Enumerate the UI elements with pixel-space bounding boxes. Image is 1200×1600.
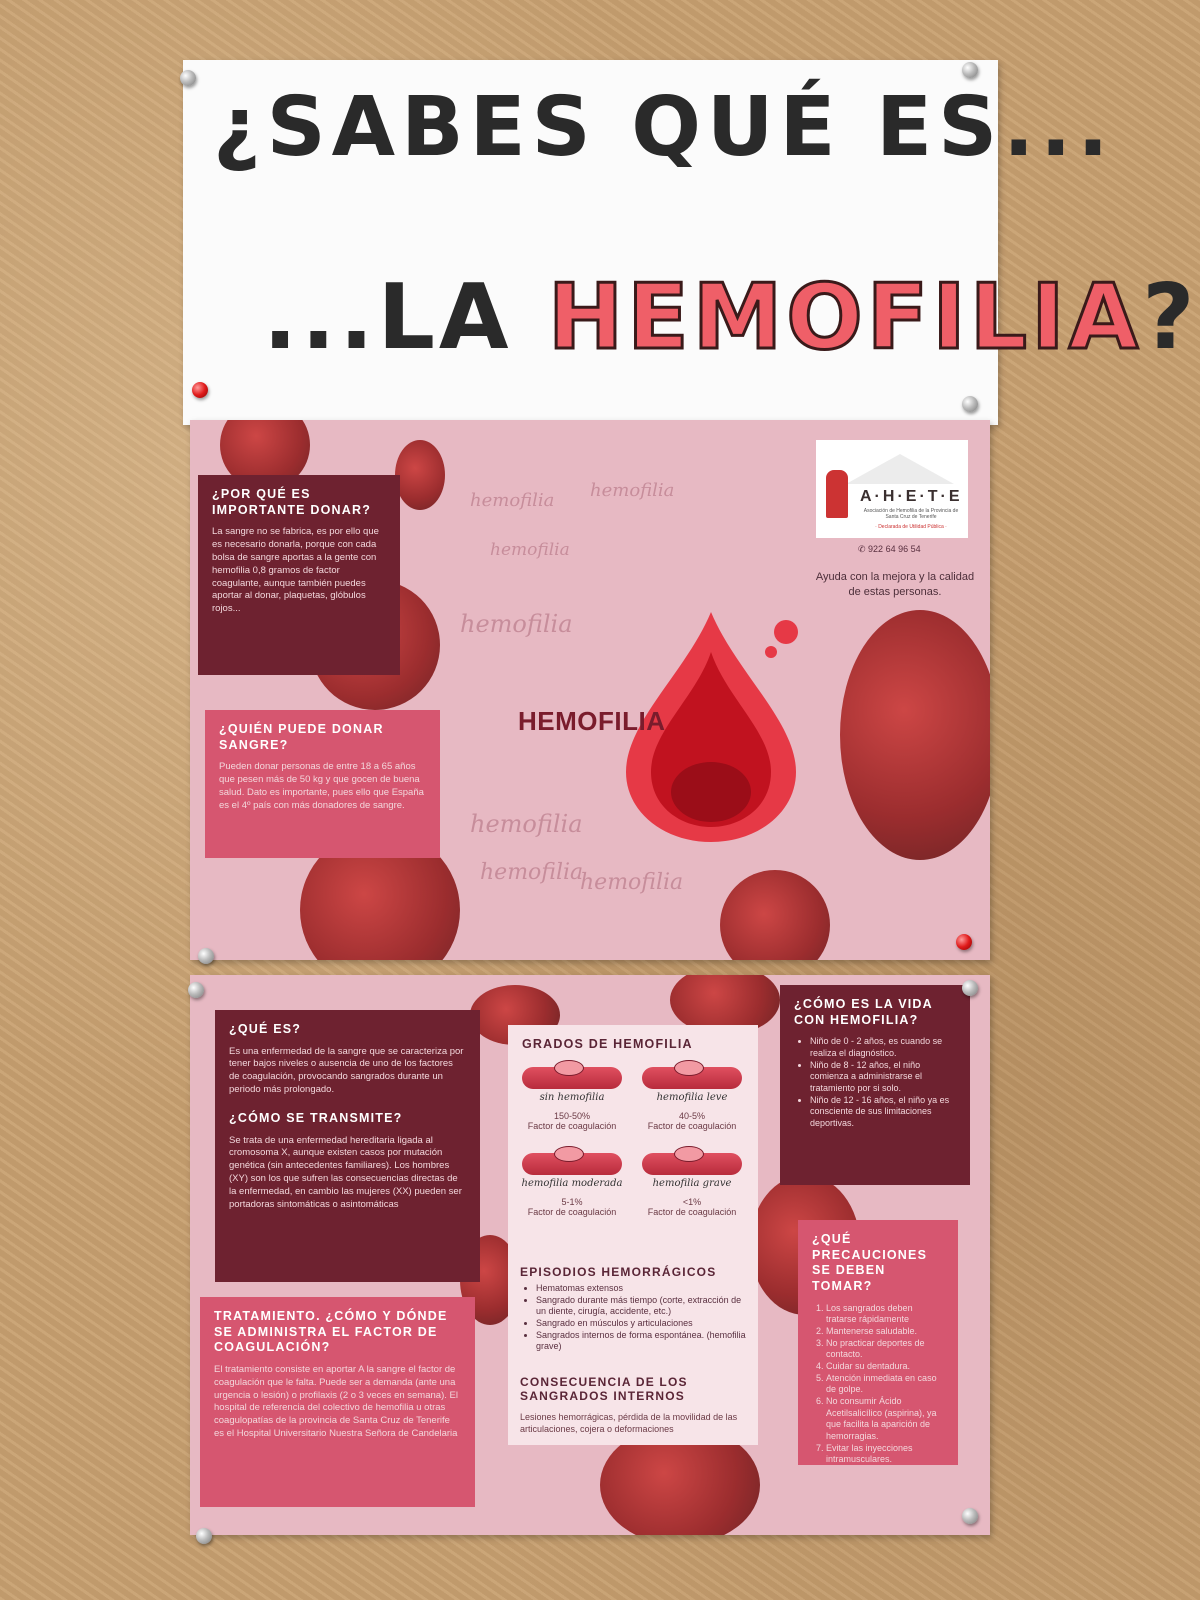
blood-vessel-icon [642,1067,742,1089]
pushpin-icon [962,980,978,996]
list-item: • Sangrados internos de forma espontánea. (hemofilia grave) [536,1330,748,1353]
logo-roof-icon [846,454,954,484]
hemofilia-scribble: hemofilia [470,490,555,511]
hemofilia-scribble: hemofilia [490,540,570,560]
list-item: 7. Evitar las inyecciones intramusculares. [826,1443,944,1466]
hemofilia-scribble: hemofilia [480,860,584,885]
grades-heading: GRADOS DE HEMOFILIA [522,1037,693,1051]
blood-cell-image [395,440,445,510]
blood-vessel-icon [522,1153,622,1175]
pushpin-icon [962,396,978,412]
list-item: • Sangrado en músculos y articulaciones [536,1318,748,1330]
hemofilia-scribble: hemofilia [580,870,684,895]
life-list [794,1036,956,1130]
help-text: Ayuda con la mejora y la calidad de estas personas. [815,571,975,599]
hemofilia-scribble: hemofilia [460,610,573,638]
phone-text: 922 64 96 54 [868,544,921,554]
list-item: • Hematomas extensos [536,1283,748,1295]
treatment-heading: TRATAMIENTO. ¿CÓMO Y DÓNDE SE ADMINISTRA EL FACTOR DE COAGULACIÓN? [214,1309,448,1355]
pushpin-icon [956,934,972,950]
why-donate-box [198,475,400,675]
title-line-1: ¿SABES QUÉ ES... [213,80,1115,175]
grade-item [516,1153,628,1217]
who-can-donate-heading: ¿QUIÉN PUEDE DONAR SANGRE? [219,722,384,752]
grade-label: Factor de coagulación [527,1207,617,1217]
episodes-list [520,1283,748,1353]
grade-percent: 5-1% [561,1197,583,1207]
pushpin-icon [196,1528,212,1544]
life-heading: ¿CÓMO ES LA VIDA CON HEMOFILIA? [794,997,933,1027]
list-item: • Niño de 0 - 2 años, es cuando se realiza el diagnóstico. [810,1036,956,1059]
consequences-heading: CONSECUENCIA DE LOS SANGRADOS INTERNOS [520,1375,688,1404]
what-is-box [215,1010,480,1282]
consequences-body: Lesiones hemorrágicas, pérdida de la movilidad de las articulaciones, cojera o deformaciones [520,1412,738,1435]
title-sign [183,60,1199,425]
why-donate-body: La sangre no se fabrica, es por ello que es necesario donarla, porque con cada bolsa de sangre aportas a la gente con hemofilia 0,8 gramos de factor coagulante, aunque también puedes aportar al donar, plaquetas, glóbulos rojos... [212,526,379,615]
title-hemofilia-word: HEMOFILIA [547,265,1143,370]
list-item: 4. Cuidar su dentadura. [826,1361,944,1373]
transmission-body: Se trata de una enfermedad hereditaria ligada al cromosoma X, aunque existen casos por mutación genética (sin antecedentes familiares). Los hombres (XY) son los que sufren las consecuencias directas de la enfermedad, en cambio las mujeres (XX) pueden ser portadoras sintomáticas o asintomáticas [229,1134,462,1210]
phone-icon: ✆ [858,544,869,554]
pushpin-icon [192,382,208,398]
title-question-mark: ? [1142,265,1199,370]
treatment-body: El tratamiento consiste en aportar A la sangre el factor de coagulación que le falta. Puede ser a demanda (ante una urgencia o lesión) o profilaxis (2 o 3 veces en semana). El hospital de referencia del colectivo de hemofilia u otras coagulopatías de la provincia de Santa Cruz de Tenerife es el Hospital Universitario Nuestra Señora de Candelaria [214,1363,458,1439]
list-item: 5. Atención inmediata en caso de golpe. [826,1373,944,1396]
blood-vessel-icon [522,1067,622,1089]
grade-hand-label: hemofilia moderada [521,1178,623,1189]
grade-hand-label: hemofilia leve [656,1092,728,1103]
who-can-donate-box [205,710,440,858]
grade-item [516,1067,628,1131]
phone-number [858,544,921,555]
who-can-donate-body: Pueden donar personas de entre 18 a 65 años que pesen más de 50 kg y que gocen de buena salud. Dato es importante, pues ello que España es el 4º país con más donadores de sangre. [219,761,424,811]
list-item: 3. No practicar deportes de contacto. [826,1338,944,1361]
ahete-logo [816,440,968,538]
hemofilia-scribble: hemofilia [590,480,675,501]
grade-hand-label: hemofilia grave [652,1178,732,1189]
precautions-box [798,1220,958,1465]
transmission-heading: ¿CÓMO SE TRANSMITE? [229,1110,403,1125]
episodes-section [520,1253,748,1435]
pushpin-icon [188,982,204,998]
pushpin-icon [198,948,214,964]
title-line-2 [263,265,1198,370]
grade-item [636,1067,748,1131]
title-line-2-prefix: ...LA [263,265,548,370]
center-hemofilia-title: HEMOFILIA [518,706,666,736]
logo-name: A·H·E·T·E [860,488,963,505]
what-is-heading: ¿QUÉ ES? [229,1022,302,1036]
grade-label: Factor de coagulación [527,1121,617,1131]
list-item: • Sangrado durante más tiempo (corte, extracción de un diente, cirugía, accidente, etc.) [536,1295,748,1318]
logo-tag: · Declarada de Utilidad Pública · [875,524,947,530]
pushpin-icon [962,1508,978,1524]
precautions-heading: ¿QUÉ PRECAUCIONES SE DEBEN TOMAR? [812,1232,928,1293]
brochure-inside [190,975,990,1535]
list-item: • Niño de 12 - 16 años, el niño ya es consciente de sus limitaciones deportivas. [810,1095,956,1130]
precautions-list [812,1303,944,1467]
what-is-body: Es una enfermedad de la sangre que se caracteriza por tener bajos niveles o ausencia de uno de los factores de coagulación, provocando sangrados durante un periodo más prolongado. [229,1045,464,1096]
list-item: • Niño de 8 - 12 años, el niño comienza a administrarse el tratamiento por si solo. [810,1060,956,1095]
logo-subtitle: Asociación de Hemofilia de la Provincia de Santa Cruz de Tenerife [863,508,959,520]
list-item: 1. Los sangrados deben tratarse rápidamente [826,1303,944,1326]
blood-vessel-icon [642,1153,742,1175]
logo-figure-icon [826,470,848,518]
grade-percent: 150-50% [553,1111,591,1121]
hemofilia-scribble: hemofilia [470,810,583,838]
blood-cell-image [720,870,830,960]
grade-percent: 40-5% [678,1111,705,1121]
episodes-heading: EPISODIOS HEMORRÁGICOS [520,1265,717,1279]
list-item: 2. Mantenerse saludable. [826,1326,944,1338]
grade-label: Factor de coagulación [647,1121,737,1131]
life-box [780,985,970,1185]
list-item: 6. No consumir Ácido Acetilsalicílico (aspirina), ya que facilita la aparición de hemorragias. [826,1396,944,1443]
blood-cell-image [840,610,990,860]
grade-percent: <1% [682,1197,702,1207]
grade-hand-label: sin hemofilia [539,1092,605,1103]
grades-panel [508,1025,758,1445]
grade-item [636,1153,748,1217]
pushpin-icon [180,70,196,86]
treatment-box [200,1297,475,1507]
grade-label: Factor de coagulación [647,1207,737,1217]
why-donate-heading: ¿POR QUÉ ES IMPORTANTE DONAR? [212,487,372,517]
pushpin-icon [962,62,978,78]
